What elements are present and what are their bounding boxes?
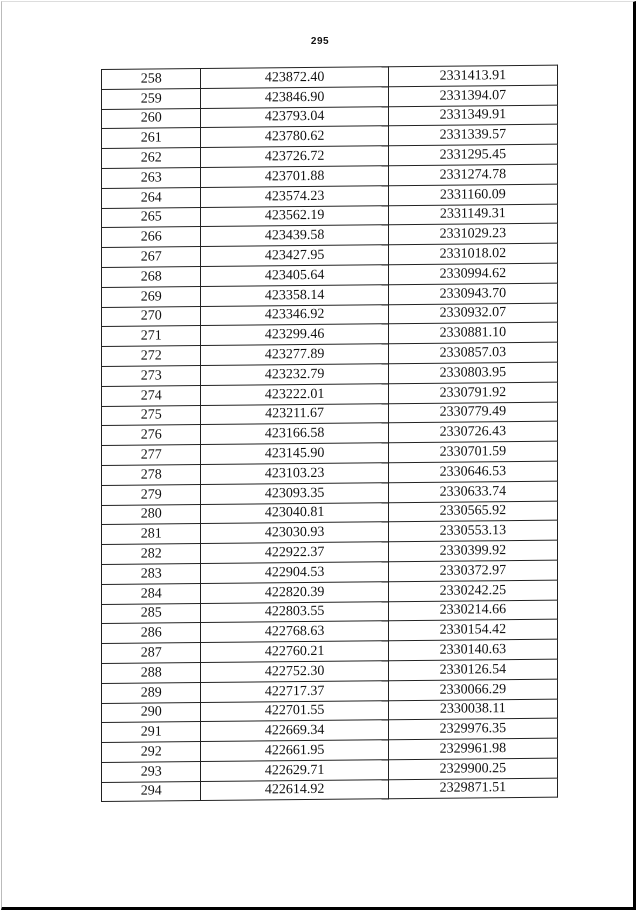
x-coordinate-cell: 423405.64 bbox=[201, 265, 388, 287]
x-coordinate-cell: 422760.21 bbox=[201, 641, 388, 663]
point-number-cell: 281 bbox=[102, 524, 201, 545]
y-coordinate-cell: 2330399.92 bbox=[388, 540, 557, 561]
y-coordinate-cell: 2330126.54 bbox=[388, 659, 557, 680]
point-number-cell: 276 bbox=[102, 425, 201, 446]
point-number-cell: 294 bbox=[102, 781, 201, 802]
x-coordinate-cell: 423145.90 bbox=[201, 443, 388, 465]
point-number-cell: 270 bbox=[102, 306, 201, 327]
y-coordinate-cell: 2330646.53 bbox=[388, 461, 557, 482]
x-coordinate-cell: 423358.14 bbox=[201, 285, 388, 307]
x-coordinate-cell: 422820.39 bbox=[201, 581, 388, 603]
x-coordinate-cell: 422717.37 bbox=[201, 680, 388, 702]
x-coordinate-cell: 422803.55 bbox=[201, 601, 388, 623]
x-coordinate-cell: 423439.58 bbox=[201, 225, 388, 247]
y-coordinate-cell: 2331349.91 bbox=[388, 105, 557, 126]
y-coordinate-cell: 2331274.78 bbox=[388, 164, 557, 185]
point-number-cell: 287 bbox=[102, 643, 201, 664]
y-coordinate-cell: 2331160.09 bbox=[388, 184, 557, 205]
x-coordinate-cell: 423166.58 bbox=[201, 423, 388, 445]
point-number-cell: 293 bbox=[102, 761, 201, 782]
point-number-cell: 285 bbox=[102, 603, 201, 624]
point-number-cell: 286 bbox=[102, 623, 201, 644]
point-number-cell: 291 bbox=[102, 722, 201, 743]
point-number-cell: 269 bbox=[102, 286, 201, 307]
y-coordinate-cell: 2331029.23 bbox=[388, 223, 557, 244]
y-coordinate-cell: 2330214.66 bbox=[388, 600, 557, 621]
point-number-cell: 267 bbox=[102, 247, 201, 268]
point-number-cell: 272 bbox=[102, 346, 201, 367]
y-coordinate-cell: 2331394.07 bbox=[388, 85, 557, 106]
point-number-cell: 274 bbox=[102, 385, 201, 406]
point-number-cell: 279 bbox=[102, 484, 201, 505]
y-coordinate-cell: 2330372.97 bbox=[388, 560, 557, 581]
y-coordinate-cell: 2330553.13 bbox=[388, 520, 557, 541]
point-number-cell: 273 bbox=[102, 365, 201, 386]
point-number-cell: 271 bbox=[102, 326, 201, 347]
y-coordinate-cell: 2330779.49 bbox=[388, 402, 557, 423]
point-number-cell: 264 bbox=[102, 187, 201, 208]
y-coordinate-cell: 2331149.31 bbox=[388, 204, 557, 225]
point-number-cell: 284 bbox=[102, 583, 201, 604]
x-coordinate-cell: 423846.90 bbox=[201, 87, 388, 109]
x-coordinate-cell: 423232.79 bbox=[201, 364, 388, 386]
y-coordinate-cell: 2329976.35 bbox=[388, 718, 557, 739]
x-coordinate-cell: 422752.30 bbox=[201, 661, 388, 683]
x-coordinate-cell: 422904.53 bbox=[201, 562, 388, 584]
point-number-cell: 278 bbox=[102, 464, 201, 485]
y-coordinate-cell: 2329871.51 bbox=[388, 778, 557, 799]
coordinates-table-body bbox=[102, 65, 558, 802]
x-coordinate-cell: 423211.67 bbox=[201, 403, 388, 425]
y-coordinate-cell: 2330242.25 bbox=[388, 580, 557, 601]
y-coordinate-cell: 2330726.43 bbox=[388, 421, 557, 442]
y-coordinate-cell: 2330154.42 bbox=[388, 619, 557, 640]
point-number-cell: 263 bbox=[102, 168, 201, 189]
point-number-cell: 280 bbox=[102, 504, 201, 525]
x-coordinate-cell: 423346.92 bbox=[201, 304, 388, 326]
point-number-cell: 292 bbox=[102, 742, 201, 763]
x-coordinate-cell: 423793.04 bbox=[201, 106, 388, 128]
x-coordinate-cell: 423574.23 bbox=[201, 186, 388, 208]
y-coordinate-cell: 2330140.63 bbox=[388, 639, 557, 660]
x-coordinate-cell: 423562.19 bbox=[201, 205, 388, 227]
x-coordinate-cell: 423222.01 bbox=[201, 383, 388, 405]
y-coordinate-cell: 2331339.57 bbox=[388, 125, 557, 146]
x-coordinate-cell: 422629.71 bbox=[201, 760, 388, 782]
y-coordinate-cell: 2329961.98 bbox=[388, 738, 557, 759]
y-coordinate-cell: 2330038.11 bbox=[388, 699, 557, 720]
x-coordinate-cell: 422614.92 bbox=[201, 779, 388, 801]
x-coordinate-cell: 423726.72 bbox=[201, 146, 388, 168]
x-coordinate-cell: 422701.55 bbox=[201, 700, 388, 722]
coordinates-table bbox=[101, 65, 558, 803]
point-number-cell: 261 bbox=[102, 128, 201, 149]
point-number-cell: 265 bbox=[102, 207, 201, 228]
y-coordinate-cell: 2330932.07 bbox=[388, 303, 557, 324]
point-number-cell: 258 bbox=[102, 69, 201, 90]
y-coordinate-cell: 2330857.03 bbox=[388, 342, 557, 363]
x-coordinate-cell: 423103.23 bbox=[201, 463, 388, 485]
y-coordinate-cell: 2331018.02 bbox=[388, 243, 557, 264]
y-coordinate-cell: 2331413.91 bbox=[388, 65, 557, 86]
y-coordinate-cell: 2330943.70 bbox=[388, 283, 557, 304]
x-coordinate-cell: 422661.95 bbox=[201, 740, 388, 762]
point-number-cell: 277 bbox=[102, 445, 201, 466]
point-number-cell: 268 bbox=[102, 267, 201, 288]
point-number-cell: 290 bbox=[102, 702, 201, 723]
x-coordinate-cell: 423701.88 bbox=[201, 166, 388, 188]
x-coordinate-cell: 422768.63 bbox=[201, 621, 388, 643]
table-row bbox=[102, 778, 558, 802]
y-coordinate-cell: 2330881.10 bbox=[388, 322, 557, 343]
y-coordinate-cell: 2329900.25 bbox=[388, 758, 557, 779]
x-coordinate-cell: 423780.62 bbox=[201, 126, 388, 148]
x-coordinate-cell: 422669.34 bbox=[201, 720, 388, 742]
point-number-cell: 266 bbox=[102, 227, 201, 248]
y-coordinate-cell: 2331295.45 bbox=[388, 144, 557, 165]
y-coordinate-cell: 2330994.62 bbox=[388, 263, 557, 284]
y-coordinate-cell: 2330803.95 bbox=[388, 362, 557, 383]
x-coordinate-cell: 423872.40 bbox=[201, 67, 388, 89]
x-coordinate-cell: 423427.95 bbox=[201, 245, 388, 267]
point-number-cell: 289 bbox=[102, 682, 201, 703]
point-number-cell: 275 bbox=[102, 405, 201, 426]
y-coordinate-cell: 2330565.92 bbox=[388, 501, 557, 522]
x-coordinate-cell: 422922.37 bbox=[201, 542, 388, 564]
y-coordinate-cell: 2330066.29 bbox=[388, 679, 557, 700]
point-number-cell: 288 bbox=[102, 662, 201, 683]
x-coordinate-cell: 423093.35 bbox=[201, 482, 388, 504]
point-number-cell: 262 bbox=[102, 148, 201, 169]
x-coordinate-cell: 423030.93 bbox=[201, 522, 388, 544]
y-coordinate-cell: 2330701.59 bbox=[388, 441, 557, 462]
x-coordinate-cell: 423277.89 bbox=[201, 344, 388, 366]
x-coordinate-cell: 423040.81 bbox=[201, 502, 388, 524]
point-number-cell: 260 bbox=[102, 108, 201, 129]
point-number-cell: 282 bbox=[102, 544, 201, 565]
y-coordinate-cell: 2330633.74 bbox=[388, 481, 557, 502]
x-coordinate-cell: 423299.46 bbox=[201, 324, 388, 346]
y-coordinate-cell: 2330791.92 bbox=[388, 382, 557, 403]
page-number: 295 bbox=[310, 36, 330, 47]
point-number-cell: 259 bbox=[102, 88, 201, 109]
point-number-cell: 283 bbox=[102, 563, 201, 584]
